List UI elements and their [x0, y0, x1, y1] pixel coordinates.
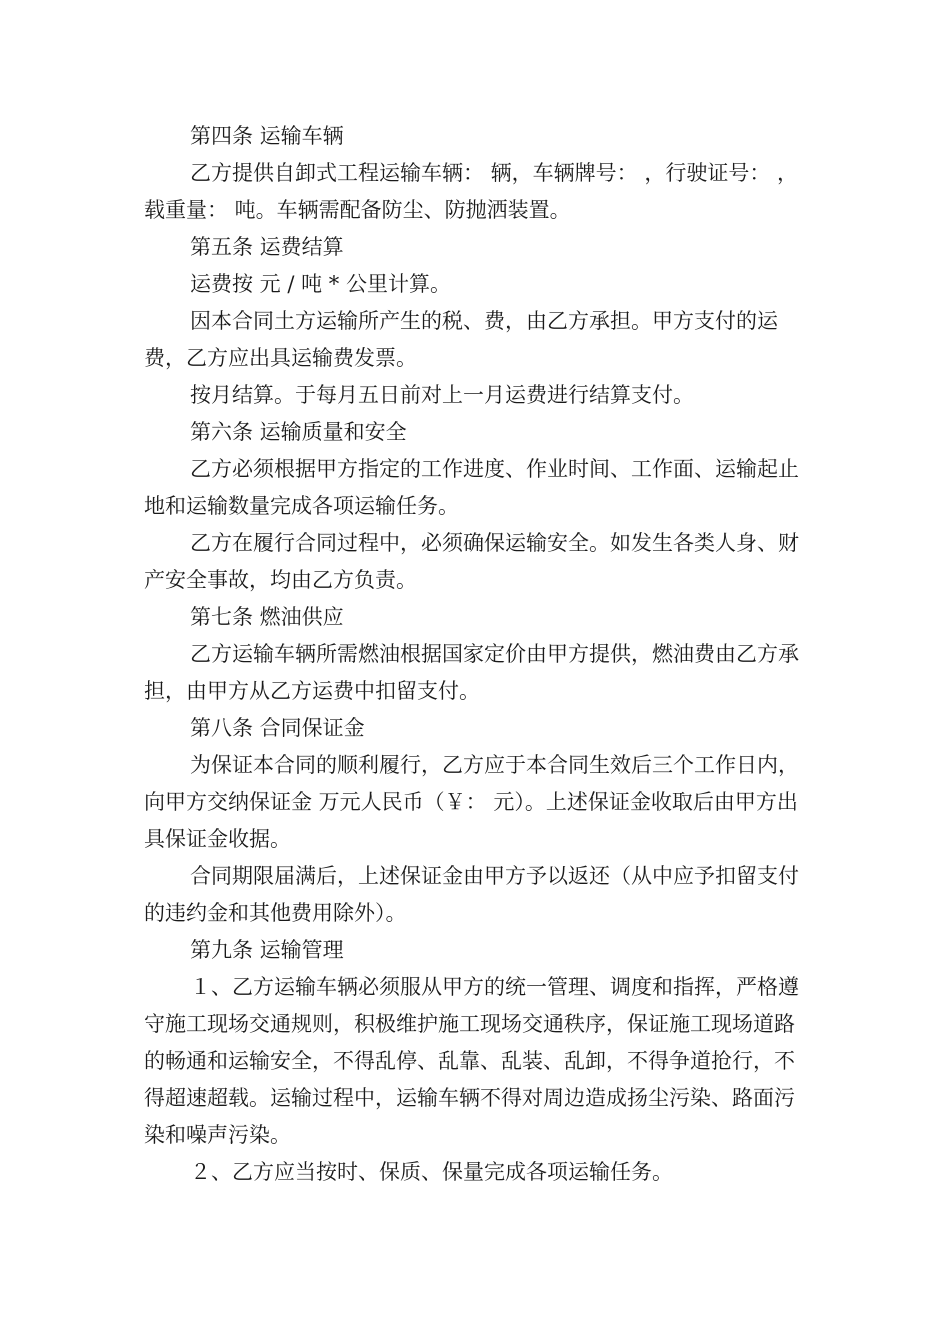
- article-6-heading: 第六条 运输质量和安全: [190, 420, 407, 444]
- article-5-paragraph-rate: 运费按 元 / 吨 * 公里计算。: [190, 272, 451, 296]
- document-body: [144, 118, 812, 1191]
- article-7-heading: 第七条 燃油供应: [190, 605, 344, 629]
- article-7-paragraph: 乙方运输车辆所需燃油根据国家定价由甲方提供，燃油费由乙方承担，由甲方从乙方运费中扣留支付。: [144, 642, 799, 703]
- article-9-clause-2: ２、乙方应当按时、保质、保量完成各项运输任务。: [190, 1160, 673, 1184]
- article-8-paragraph-refund: 合同期限届满后，上述保证金由甲方予以返还（从中应予扣留支付的违约金和其他费用除外）。: [144, 864, 799, 925]
- article-5-paragraph-settlement: 按月结算。于每月五日前对上一月运费进行结算支付。: [190, 383, 694, 407]
- article-9-clause-1: １、乙方运输车辆必须服从甲方的统一管理、调度和指挥，严格遵守施工现场交通规则，积极维护施工现场交通秩序，保证施工现场道路的畅通和运输安全，不得乱停、乱靠、乱装、乱卸，不得争道抢行，不得超速超载。运输过程中，运输车辆不得对周边造成扬尘污染、路面污染和噪声污染。: [144, 975, 799, 1147]
- article-6-paragraph-schedule: 乙方必须根据甲方指定的工作进度、作业时间、工作面、运输起止地和运输数量完成各项运输任务。: [144, 457, 799, 518]
- article-8-heading: 第八条 合同保证金: [190, 716, 365, 740]
- article-8-paragraph-deposit: 为保证本合同的顺利履行，乙方应于本合同生效后三个工作日内，向甲方交纳保证金 万元人民币（￥： 元）。上述保证金收取后由甲方出具保证金收据。: [144, 753, 799, 851]
- article-4-heading: 第四条 运输车辆: [190, 124, 344, 148]
- article-6-paragraph-safety: 乙方在履行合同过程中，必须确保运输安全。如发生各类人身、财产安全事故，均由乙方负责。: [144, 531, 799, 592]
- article-4-paragraph: 乙方提供自卸式工程运输车辆： 辆，车辆牌号： ，行驶证号： ，载重量： 吨。车辆需配备防尘、防抛洒装置。: [144, 161, 799, 222]
- article-5-paragraph-tax: 因本合同土方运输所产生的税、费，由乙方承担。甲方支付的运费，乙方应出具运输费发票。: [144, 309, 778, 370]
- article-5-heading: 第五条 运费结算: [190, 235, 344, 259]
- article-9-heading: 第九条 运输管理: [190, 938, 344, 962]
